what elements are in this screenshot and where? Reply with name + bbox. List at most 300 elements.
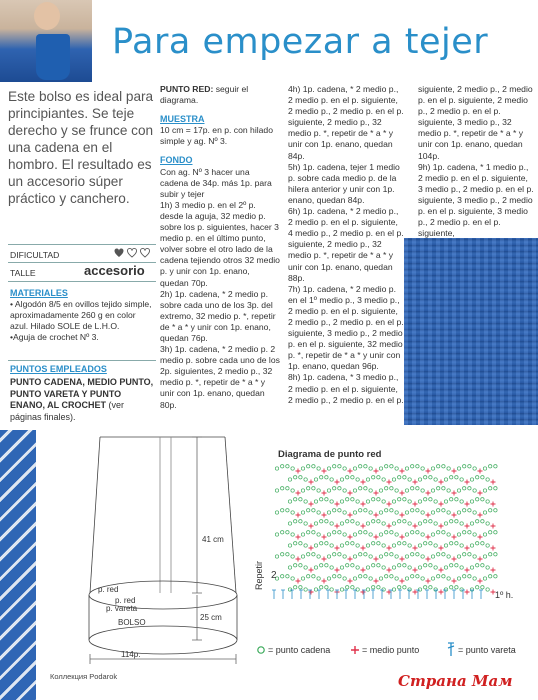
dificultad-label: DIFICULTAD (10, 250, 60, 260)
chain-stitch (455, 542, 458, 545)
chain-stitch (327, 511, 330, 514)
medio-punto-stitch (348, 535, 353, 540)
medio-punto-stitch (400, 513, 405, 518)
chain-stitch (291, 577, 294, 580)
chain-stitch (442, 531, 445, 534)
chain-stitch (390, 465, 393, 468)
medio-punto-stitch (335, 502, 340, 507)
medio-punto-stitch (374, 491, 379, 496)
medio-punto-stitch (400, 557, 405, 562)
chain-stitch (395, 533, 398, 536)
medio-punto-stitch (426, 491, 431, 496)
chain-stitch (356, 478, 359, 481)
chain-stitch (301, 467, 304, 470)
chain-stitch (489, 553, 492, 556)
chain-stitch (304, 544, 307, 547)
chain-stitch (320, 520, 323, 523)
chain-stitch (429, 476, 432, 479)
vareta-stitch (452, 590, 456, 599)
chain-stitch (424, 498, 427, 501)
medio-punto-stitch (348, 491, 353, 496)
legend-vareta: = punto vareta (458, 645, 516, 655)
chain-stitch (325, 542, 328, 545)
chain-stitch (301, 555, 304, 558)
chain-stitch (382, 566, 385, 569)
medio-punto-stitch (491, 502, 496, 507)
chain-stitch (481, 476, 484, 479)
chain-stitch (450, 476, 453, 479)
chain-stitch (312, 509, 315, 512)
chain-stitch (343, 467, 346, 470)
chain-stitch (353, 489, 356, 492)
medio-punto-stitch (478, 513, 483, 518)
chain-stitch (343, 577, 346, 580)
medio-punto-stitch (361, 502, 366, 507)
chain-stitch (338, 487, 341, 490)
chain-stitch (405, 467, 408, 470)
chain-stitch (403, 586, 406, 589)
chain-stitch (434, 566, 437, 569)
chain-stitch (408, 566, 411, 569)
chain-stitch (325, 476, 328, 479)
medio-punto-stitch (387, 524, 392, 529)
chain-stitch (385, 531, 388, 534)
chain-stitch (403, 476, 406, 479)
chain-stitch (416, 531, 419, 534)
medio-punto-stitch (309, 480, 314, 485)
chain-stitch (379, 467, 382, 470)
chain-icon (256, 645, 266, 655)
watermark: Страна Мам (398, 672, 513, 690)
medio-punto-stitch (348, 557, 353, 562)
chain-stitch (489, 509, 492, 512)
chain-stitch (463, 465, 466, 468)
chain-stitch (470, 478, 473, 481)
chain-stitch (327, 533, 330, 536)
medio-punto-stitch (439, 546, 444, 551)
chain-stitch (424, 476, 427, 479)
chain-stitch (447, 467, 450, 470)
column-3: 4h) 1p. cadena, * 2 medio p., 2 medio p. en el p. siguiente, 2 medio p., 2 medio p. en el p. siguiente, 2 medio p., 32 medio p. *, repetir de * a * y unir con 1p. enano, quedan 84p. 5h) 1p. cadena, tejer 1 medio p. sobre cada medio p. de la hilera anterior y unir con 1p. enano, quedan 84p. 6h) 1p. cadena, * 2 medio p., 2 medio p. en el p. siguiente, 4 medio p., 2 medio p. en el p. siguiente, 2 medio p., 32 medio p. *, repetir de * a * y unir con 1p. enano, quedan 88p. 7h) 1p. cadena, * 2 medio p. en el 1º medio p., 3 medio p., 2 medio p. en el p. siguiente, 2 medio p., 2 medio p. en el p. siguiente, 3 medio p., 2 medio p. en el p. siguiente, 32 medio p. *, repetir de * a * y unir con 1p. enano, quedan 96p. 8h) 1p. cadena, * 3 medio p., 2 medio p. en el p. siguiente, 2 medio p., 2 medio p. en el p. (288, 84, 404, 405)
chain-stitch (320, 586, 323, 589)
chain-stitch (437, 509, 440, 512)
chain-stitch (486, 522, 489, 525)
chain-stitch (483, 555, 486, 558)
chain-stitch (382, 500, 385, 503)
medio-punto-stitch (309, 568, 314, 573)
chain-stitch (288, 500, 291, 503)
chain-stitch (476, 542, 479, 545)
chain-stitch (356, 500, 359, 503)
chain-stitch (398, 498, 401, 501)
chain-stitch (457, 555, 460, 558)
chain-stitch (398, 542, 401, 545)
chain-stitch (340, 544, 343, 547)
chain-stitch (275, 555, 278, 558)
repetir-label: Repetir (254, 560, 264, 590)
chain-stitch (447, 555, 450, 558)
chain-stitch (476, 586, 479, 589)
chain-stitch (314, 500, 317, 503)
chain-stitch (431, 511, 434, 514)
chain-stitch (473, 533, 476, 536)
chain-stitch (333, 553, 336, 556)
puntos-heading: PUNTOS EMPLEADOS (10, 364, 107, 374)
chain-stitch (434, 544, 437, 547)
chain-stitch (356, 544, 359, 547)
chain-stitch (299, 564, 302, 567)
chain-stitch (364, 553, 367, 556)
chain-stitch (411, 465, 414, 468)
vareta-stitch (371, 590, 375, 599)
chain-stitch (442, 465, 445, 468)
vareta-stitch (425, 590, 429, 599)
materiales-item: •Aguja de crochet Nº 3. (10, 332, 99, 343)
chain-stitch (312, 465, 315, 468)
medio-punto-icon (350, 645, 360, 655)
chain-stitch (325, 520, 328, 523)
medio-punto-stitch (426, 579, 431, 584)
chain-stitch (408, 588, 411, 591)
medio-punto-stitch (452, 535, 457, 540)
chain-stitch (356, 522, 359, 525)
medio-punto-stitch (413, 524, 418, 529)
chain-stitch (385, 487, 388, 490)
chain-stitch (366, 566, 369, 569)
chain-stitch (473, 577, 476, 580)
vareta-stitch (434, 590, 438, 599)
vareta-stitch (353, 590, 357, 599)
chain-stitch (455, 476, 458, 479)
chain-stitch (281, 509, 284, 512)
chain-stitch (377, 520, 380, 523)
chain-stitch (444, 522, 447, 525)
medio-punto-stitch (309, 546, 314, 551)
chain-stitch (356, 588, 359, 591)
medio-punto-stitch (335, 524, 340, 529)
chain-stitch (447, 489, 450, 492)
medio-punto-stitch (374, 557, 379, 562)
medio-punto-stitch (374, 535, 379, 540)
medio-punto-stitch (426, 557, 431, 562)
chain-stitch (486, 588, 489, 591)
medio-punto-stitch (452, 469, 457, 474)
medio-punto-stitch (413, 546, 418, 551)
chain-stitch (486, 500, 489, 503)
chain-stitch (444, 544, 447, 547)
legend-cadena: = punto cadena (268, 645, 331, 655)
repetir-number: 2 (271, 570, 277, 581)
chain-stitch (340, 522, 343, 525)
medio-punto-stitch (491, 524, 496, 529)
chain-stitch (476, 520, 479, 523)
chain-stitch (481, 520, 484, 523)
chain-stitch (463, 531, 466, 534)
chain-stitch (286, 487, 289, 490)
chain-stitch (343, 489, 346, 492)
bolso-label: BOLSO (118, 618, 146, 627)
chain-stitch (281, 575, 284, 578)
vareta-stitch (272, 590, 276, 599)
puntos-rest: (ver páginas finales). (10, 400, 125, 422)
chain-stitch (398, 476, 401, 479)
chain-stitch (403, 498, 406, 501)
chain-stitch (294, 520, 297, 523)
chain-stitch (450, 564, 453, 567)
chain-stitch (486, 478, 489, 481)
chain-stitch (288, 522, 291, 525)
chain-stitch (372, 586, 375, 589)
chain-stitch (288, 588, 291, 591)
chain-stitch (463, 575, 466, 578)
first-row-label: 1º h. (495, 590, 514, 600)
chain-stitch (377, 564, 380, 567)
chain-stitch (481, 586, 484, 589)
chain-stitch (294, 542, 297, 545)
chain-stitch (450, 586, 453, 589)
chain-stitch (468, 465, 471, 468)
chain-stitch (369, 511, 372, 514)
chain-stitch (418, 544, 421, 547)
chain-stitch (307, 531, 310, 534)
dim-25: 25 cm (200, 613, 222, 622)
chain-stitch (346, 564, 349, 567)
chain-stitch (395, 555, 398, 558)
medio-punto-stitch (387, 546, 392, 551)
chain-stitch (330, 566, 333, 569)
medio-punto-stitch (296, 579, 301, 584)
bag-photo (36, 34, 70, 80)
chain-stitch (489, 487, 492, 490)
chain-stitch (299, 542, 302, 545)
chain-stitch (312, 487, 315, 490)
punto-red-text: seguir el diagrama. (160, 84, 249, 106)
vareta-stitch (389, 590, 393, 599)
chain-stitch (317, 467, 320, 470)
chain-stitch (379, 555, 382, 558)
chain-stitch (377, 498, 380, 501)
chain-stitch (429, 498, 432, 501)
chain-stitch (351, 542, 354, 545)
chain-stitch (455, 520, 458, 523)
chain-stitch (411, 487, 414, 490)
chain-stitch (421, 533, 424, 536)
chain-stitch (314, 478, 317, 481)
chain-stitch (447, 511, 450, 514)
chain-stitch (431, 555, 434, 558)
materiales-item: • Algodón 8/5 en ovillos tejido simple, aproximadamente 260 g en color azul. Hilado SOLE de L.H.O. (10, 299, 152, 332)
chain-stitch (494, 531, 497, 534)
medio-punto-stitch (491, 480, 496, 485)
medio-punto-stitch (322, 579, 327, 584)
chain-stitch (405, 511, 408, 514)
chain-stitch (382, 544, 385, 547)
chain-stitch (307, 575, 310, 578)
chain-stitch (299, 586, 302, 589)
medio-punto-stitch (374, 579, 379, 584)
knit-sample-photo (404, 238, 538, 425)
chain-stitch (437, 487, 440, 490)
chain-stitch (288, 478, 291, 481)
chain-stitch (470, 566, 473, 569)
chain-stitch (366, 500, 369, 503)
chain-stitch (301, 489, 304, 492)
chain-stitch (468, 509, 471, 512)
chain-stitch (314, 544, 317, 547)
medio-punto-stitch (309, 502, 314, 507)
chain-stitch (304, 500, 307, 503)
chain-stitch (442, 487, 445, 490)
chain-stitch (411, 509, 414, 512)
chain-stitch (468, 575, 471, 578)
chain-stitch (304, 566, 307, 569)
chain-stitch (281, 487, 284, 490)
chain-stitch (405, 577, 408, 580)
chain-stitch (411, 553, 414, 556)
medio-punto-stitch (426, 469, 431, 474)
chain-stitch (460, 566, 463, 569)
chain-stitch (418, 500, 421, 503)
chain-stitch (338, 465, 341, 468)
chain-stitch (382, 522, 385, 525)
chain-stitch (340, 478, 343, 481)
chain-stitch (379, 577, 382, 580)
chain-stitch (369, 489, 372, 492)
chain-stitch (340, 588, 343, 591)
chain-stitch (434, 500, 437, 503)
chain-stitch (476, 564, 479, 567)
chain-stitch (483, 577, 486, 580)
chain-stitch (392, 588, 395, 591)
chain-stitch (473, 511, 476, 514)
vareta-stitch (299, 590, 303, 599)
chain-stitch (291, 511, 294, 514)
medio-punto-stitch (387, 480, 392, 485)
medio-punto-stitch (400, 491, 405, 496)
chain-stitch (457, 511, 460, 514)
chain-stitch (299, 498, 302, 501)
dim-41: 41 cm (202, 535, 224, 544)
chain-stitch (405, 489, 408, 492)
medio-punto-stitch (335, 568, 340, 573)
chain-stitch (395, 577, 398, 580)
medio-punto-stitch (387, 568, 392, 573)
medio-punto-stitch (335, 546, 340, 551)
chain-stitch (450, 498, 453, 501)
fondo-heading: FONDO (160, 155, 193, 166)
medio-punto-stitch (452, 557, 457, 562)
chain-stitch (291, 555, 294, 558)
medio-punto-stitch (374, 513, 379, 518)
chain-stitch (333, 575, 336, 578)
chain-stitch (473, 467, 476, 470)
chain-stitch (340, 566, 343, 569)
chain-stitch (489, 575, 492, 578)
vareta-stitch (344, 590, 348, 599)
chain-stitch (455, 586, 458, 589)
chain-stitch (416, 575, 419, 578)
chain-stitch (442, 509, 445, 512)
medio-punto-stitch (296, 469, 301, 474)
chain-stitch (317, 511, 320, 514)
chain-stitch (395, 489, 398, 492)
chain-stitch (476, 498, 479, 501)
chain-stitch (377, 476, 380, 479)
medio-punto-stitch (348, 513, 353, 518)
medio-punto-stitch (348, 579, 353, 584)
medio-punto-stitch (361, 480, 366, 485)
chain-stitch (483, 489, 486, 492)
medio-punto-stitch (296, 491, 301, 496)
chain-stitch (327, 467, 330, 470)
chain-stitch (468, 531, 471, 534)
chain-stitch (343, 555, 346, 558)
medio-punto-stitch (478, 469, 483, 474)
chain-stitch (356, 566, 359, 569)
chain-stitch (281, 531, 284, 534)
chain-stitch (320, 476, 323, 479)
chain-stitch (294, 586, 297, 589)
chain-stitch (359, 509, 362, 512)
chain-stitch (473, 555, 476, 558)
chain-stitch (468, 487, 471, 490)
chain-stitch (304, 522, 307, 525)
chain-stitch (351, 520, 354, 523)
chain-stitch (317, 533, 320, 536)
chain-stitch (330, 478, 333, 481)
chain-stitch (353, 577, 356, 580)
chain-stitch (416, 487, 419, 490)
column-2 (160, 84, 280, 411)
medio-punto-stitch (322, 491, 327, 496)
chain-stitch (447, 577, 450, 580)
chain-stitch (494, 509, 497, 512)
medio-punto-stitch (465, 568, 470, 573)
chain-stitch (286, 575, 289, 578)
chain-stitch (307, 487, 310, 490)
chain-stitch (450, 542, 453, 545)
chain-stitch (353, 533, 356, 536)
chain-stitch (398, 586, 401, 589)
chain-stitch (408, 478, 411, 481)
chain-stitch (366, 544, 369, 547)
medio-punto-stitch (387, 502, 392, 507)
chain-stitch (343, 511, 346, 514)
pred-top: p. red (98, 585, 119, 594)
chain-stitch (416, 509, 419, 512)
chain-stitch (455, 564, 458, 567)
chain-stitch (294, 564, 297, 567)
chain-stitch (314, 566, 317, 569)
chain-stitch (351, 498, 354, 501)
chain-stitch (359, 575, 362, 578)
medio-punto-stitch (400, 469, 405, 474)
chain-stitch (379, 511, 382, 514)
chain-stitch (379, 489, 382, 492)
chain-stitch (364, 531, 367, 534)
chain-stitch (411, 575, 414, 578)
chain-stitch (330, 500, 333, 503)
chain-stitch (327, 577, 330, 580)
medio-punto-stitch (296, 557, 301, 562)
chain-stitch (385, 553, 388, 556)
vareta-stitch (335, 590, 339, 599)
stitches-label: 114p. (121, 650, 141, 659)
medio-punto-stitch (322, 513, 327, 518)
medio-punto-stitch (478, 579, 483, 584)
chain-stitch (444, 500, 447, 503)
chain-stitch (312, 553, 315, 556)
